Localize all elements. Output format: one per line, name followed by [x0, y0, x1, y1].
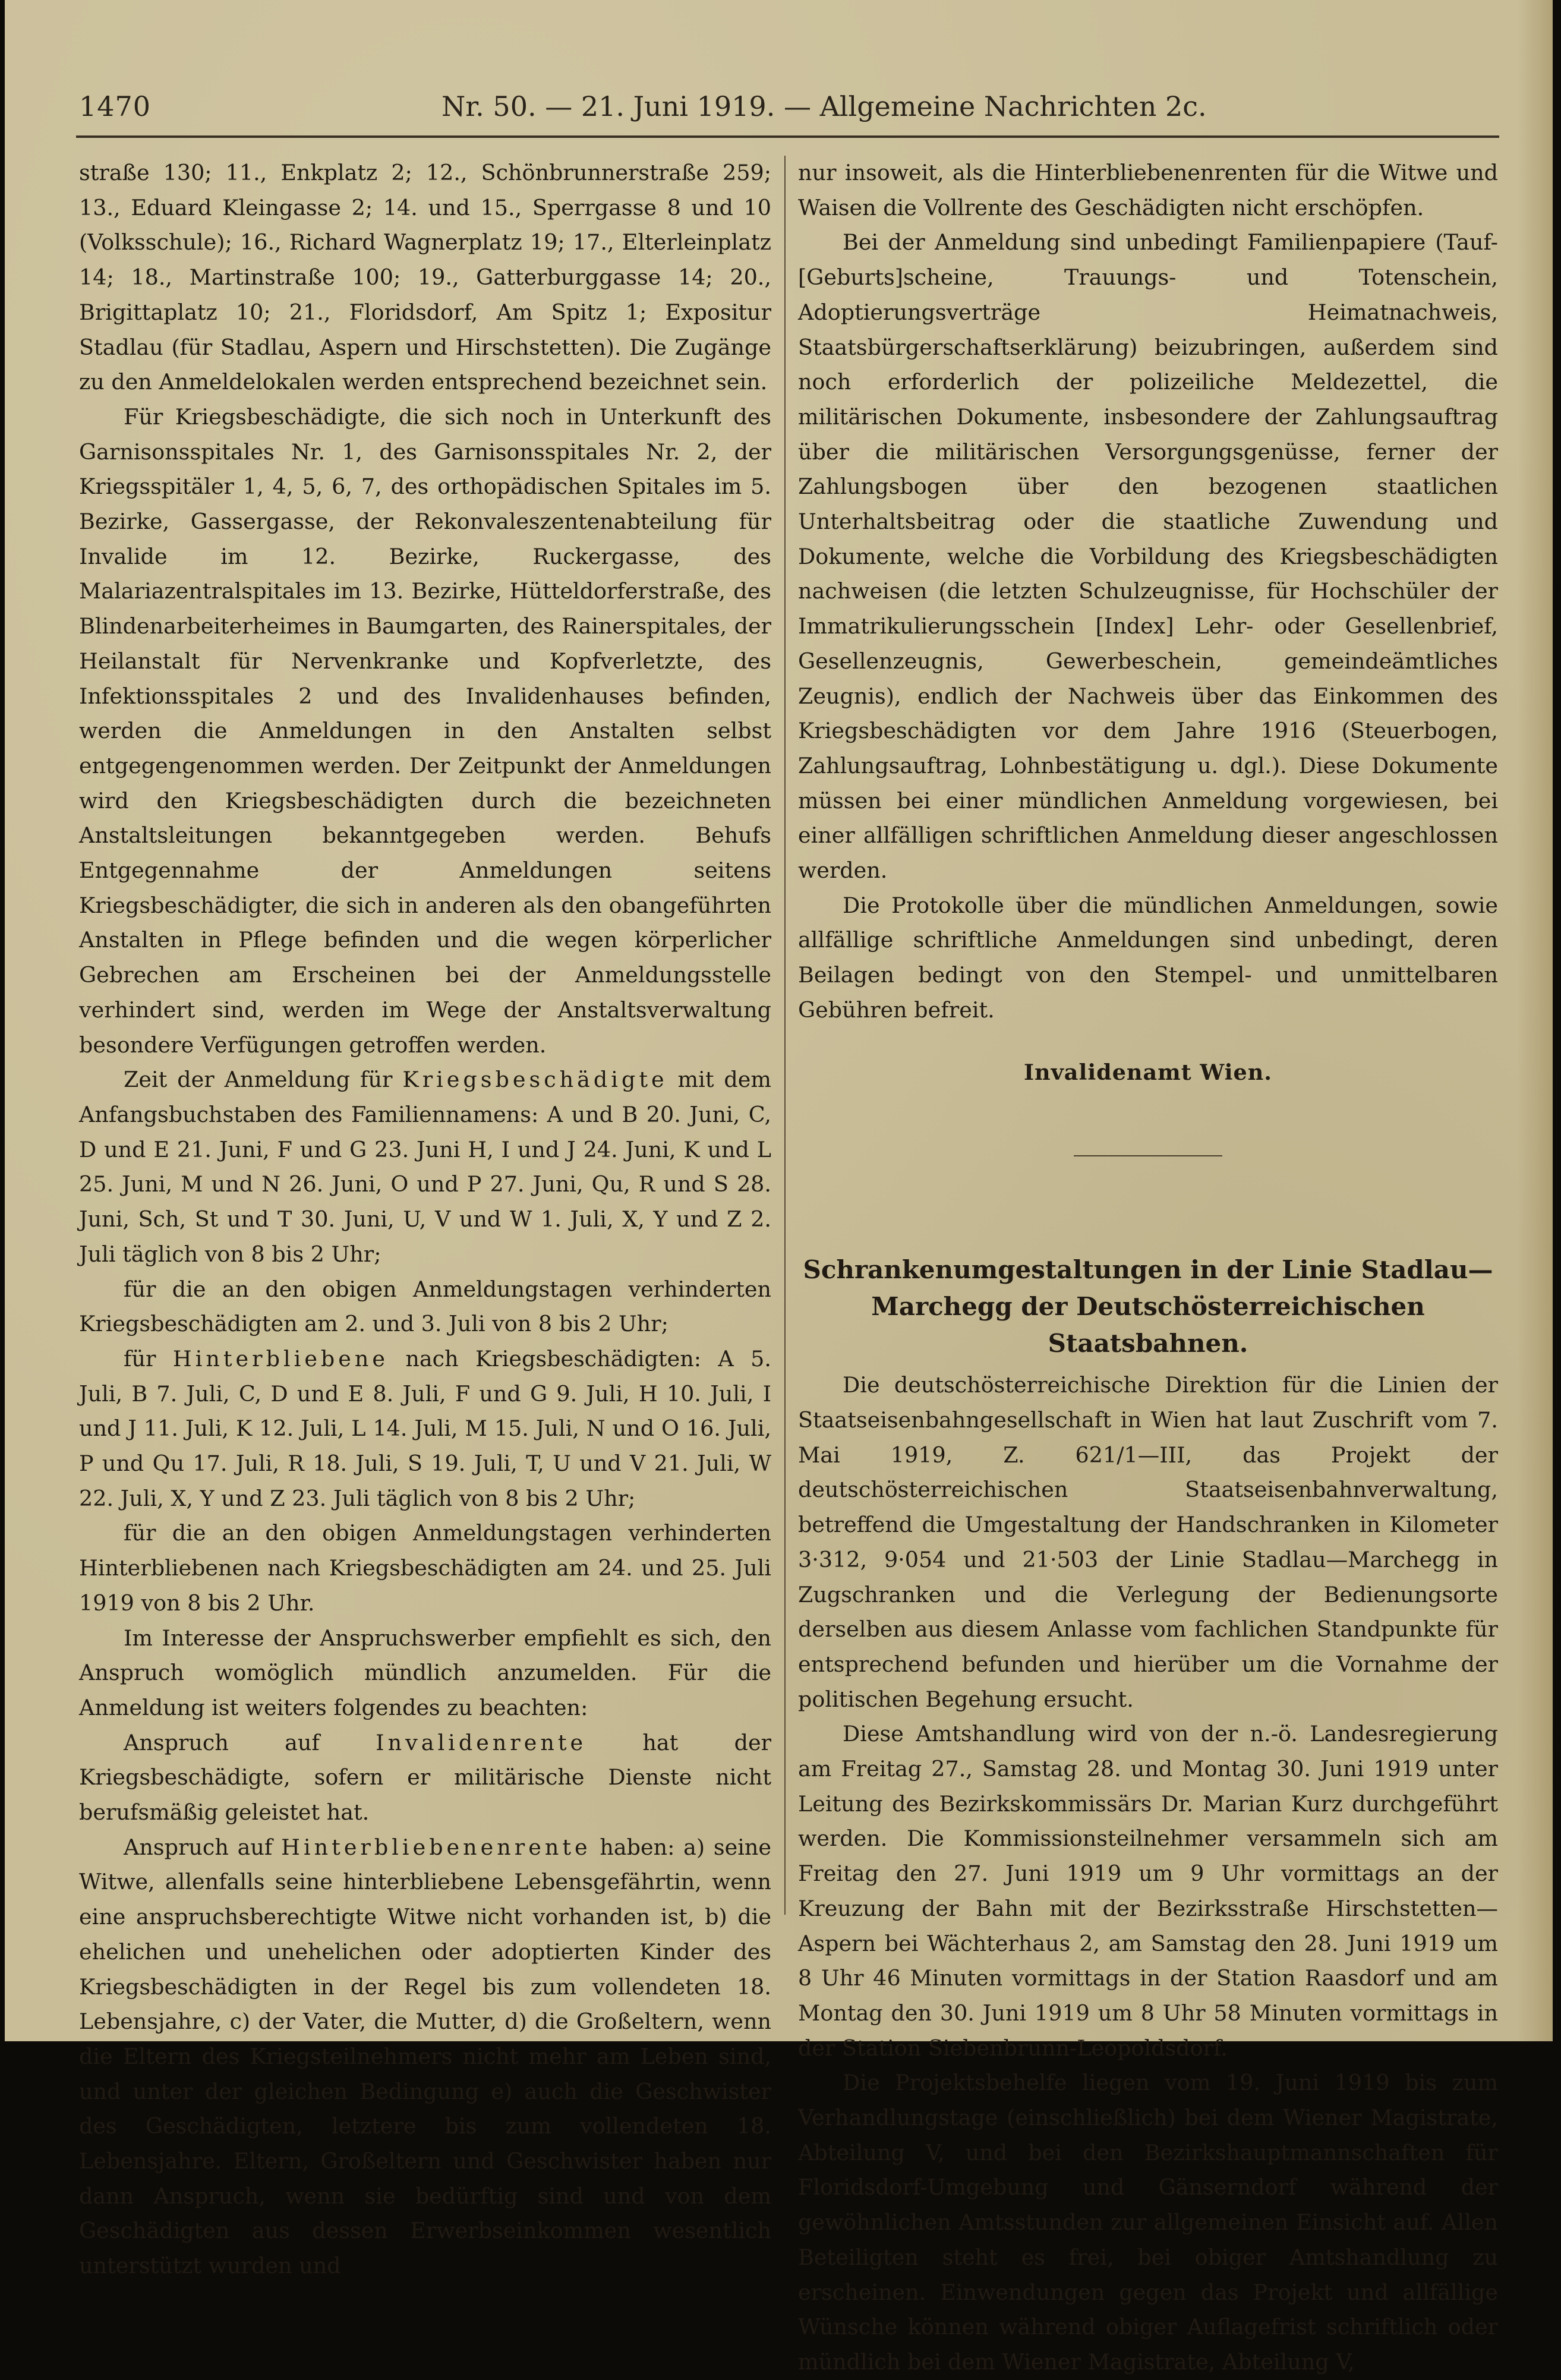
running-title: Nr. 50. — 21. Juni 1919. — Allgemeine Nachrichten 2c. — [442, 90, 1207, 122]
text-run: Anspruch auf — [124, 1729, 320, 1755]
page-edge-shadow — [1517, 0, 1553, 2041]
paragraph-anmeldelokale: straße 130; 11., Enkplatz 2; 12., Schönbrunnerstraße 259; 13., Eduard Kleingasse 2; 14. und 15., Sperrgasse 8 und 10 (Volksschule); 16., Richard Wagnerplatz 19; 17., Elterleinplatz 14; 18., Martinstraße 100; 19., Gatterburggasse 14; 20., Brigittaplatz 10; 21., Floridsdorf, Am Spitz 1; Expositur Stadlau (für Stadlau, Aspern und Hirschstetten). Die Zugänge zu den Anmeldelokalen werden entsprechend bezeichnet sein. — [79, 160, 771, 395]
emphasis-hinterbliebene: Hinterbliebene — [172, 1345, 389, 1372]
signature-invalidenamt: Invalidenamt Wien. — [1023, 1059, 1272, 1085]
emphasis-invalidenrente: Invalidenrente — [376, 1729, 587, 1755]
text-run: Zeit der Anmeldung für — [124, 1067, 393, 1093]
paragraph-hinterbliebenenrente — [79, 1830, 771, 2284]
paragraph-spitaeler: Für Kriegsbeschädigte, die sich noch in Unterkunft des Garnisonsspitales Nr. 1, des Garnisonsspitales Nr. 2, der Kriegsspitäler 1, 4, 5, 6, 7, des orthopädischen Spitales im 5. Bezirke, Gassergasse, der Rekonvaleszentenabteilung für Invalide im 12. Bezirke, Ruckergasse, des Malariazentralspitales im 13. Bezirke, Hütteldorferstraße, des Blindenarbeiterheimes in Baumgarten, des Rainerspitales, der Heilanstalt für Nervenkranke und Kopfverletzte, des Infektionsspitales 2 und des Invalidenhauses befinden, werden die Anmeldungen in den Anstalten selbst entgegengenommen werden. Der Zeitpunkt der Anmeldungen wird den Kriegsbeschädigten durch die bezeichneten Anstaltsleitungen bekanntgegeben werden. Behufs Entgegennahme der Anmeldungen seitens Kriegsbeschädigter, die sich in anderen als den obangeführten Anstalten in Pflege befinden und die wegen körperlicher Gebrechen am Erscheinen bei der Anmeldungsstelle verhindert sind, werden im Wege der Anstaltsverwaltung besondere Verfügungen getroffen werden. — [79, 404, 771, 1058]
paragraph-amtshandlung: Diese Amtshandlung wird von der n.-ö. Landesregierung am Freitag 27., Samstag 28. und Montag 30. Juni 1919 unter Leitung des Bezirkskommissärs Dr. Marian Kurz durchgeführt werden. Die Kommissionsteilnehmer versammeln sich am Freitag den 27. Juni 1919 um 9 Uhr vormittags an der Kreuzung der Bahn mit der Bezirksstraße Hirschstetten—Aspern bei Wächterhaus 2, am Samstag den 28. Juni 1919 um 8 Uhr 46 Minuten vormittags in der Station Raasdorf und am Montag den 30. Juni 1919 um 8 Uhr 58 Minuten vormittags in der Station Siebenbrunn-Leopoldsdorf. — [798, 1721, 1498, 2061]
text-run: Anspruch auf — [124, 1834, 273, 1860]
paragraph-zeit-kriegsbeschaedigte — [79, 1063, 771, 1272]
text-run: nach Kriegsbeschädigten: A 5. Juli, B 7. Juli, C, D und E 8. Juli, F und G 9. Juli, H 10. Juli, I und J 11. Juli, K 12. Juli, L 14. Juli, M 15. Juli, N und O 16. Juli, P und Qu 17. Juli, R 18. Juli, S 19. Juli, T, U und V 21. Juli, W 22. Juli, X, Y und Z 23. Juli täglich von 8 bis 2 Uhr; — [79, 1345, 771, 1511]
column-divider — [784, 156, 786, 1915]
text-run: haben: a) seine Witwe, allenfalls seine hinterbliebene Lebensgefährtin, wenn eine anspruchsberechtigte Witwe nicht vorhanden ist, b) die ehelichen und unehelichen oder adoptierten Kinder des Kriegsbeschädigten in der Regel bis zum vollendeten 18. Lebensjahre, c) der Vater, die Mutter, d) die Großeltern, wenn die Eltern des Kriegsteilnehmers nicht mehr am Leben sind, und unter der gleichen Bedingung e) auch die Geschwister des Geschädigten, letztere bis zum vollendeten 18. Lebensjahre. Eltern, Großeltern und Geschwister haben nur dann Anspruch, wenn sie bedürftig sind und von dem Geschädigten aus dessen Erwerbseinkommen wesentlich unterstützt wurden und — [79, 1834, 772, 2279]
paragraph-protokolle: Die Protokolle über die mündlichen Anmeldungen, sowie allfällige schriftliche Anmeldungen sind unbedingt, deren Beilagen bedingt von den Stempel- und unmittelbaren Gebühren befreit. — [798, 892, 1498, 1023]
paragraph-interesse: Im Interesse der Anspruchswerber empfiehlt es sich, den Anspruch womöglich mündlich anzumelden. Für die Anmeldung ist weiters folgendes zu beachten: — [79, 1625, 771, 1720]
paragraph-invalidenrente — [79, 1726, 771, 1830]
section-title — [798, 1252, 1498, 1362]
paragraph-direktion: Die deutschösterreichische Direktion für die Linien der Staatseisenbahngesellschaft in Wien hat laut Zuschrift vom 7. Mai 1919, Z. 621/1—III, das Projekt der deutschösterreichischen Staatseisenbahnverwaltung, betreffend die Umgestaltung der Handschranken in Kilometer 3·312, 9·054 und 21·503 der Linie Stadlau—Marchegg in Zugschranken und die Verlegung der Bedienungsorte derselben aus diesem Anlasse vom fachlichen Standpunkte für entsprechend befunden und hierüber um die Vornahme der politischen Begehung ersucht. — [798, 1372, 1498, 1712]
paragraph-projektsbehelfe: Die Projektsbehelfe liegen vom 19. Juni 1919 bis zum Verhandlungstage (einschließlich) bei dem Wiener Magistrate, Abteilung V, und bei den Bezirkshauptmannschaften für Floridsdorf-Umgebung und Gänserndorf während der gewöhnlichen Amtsstunden zur allgemeinen Einsicht auf. Allen Beteiligten steht es frei, bei obiger Amtshandlung zu erscheinen. Einwendungen gegen das Projekt und allfällige Wünsche können während obiger Auflagefrist schriftlich oder mündlich bei dem Wiener Magistrate, Abteilung V, — [798, 2070, 1498, 2375]
right-column — [798, 156, 1498, 2375]
text-run: für — [124, 1345, 156, 1372]
paragraph-vollrente: nur insoweit, als die Hinterbliebenenrenten für die Witwe und Waisen die Vollrente des Geschädigten nicht erschöpfen. — [798, 160, 1498, 220]
text-run: hat der Kriegsbeschädigte, sofern er militärische Dienste nicht berufsmäßig geleistet hat. — [79, 1729, 771, 1826]
newspaper-page — [5, 0, 1553, 2375]
page-header — [5, 0, 1553, 155]
emphasis-hinterbliebenenrente: Hinterbliebenenrente — [281, 1834, 591, 1860]
paragraph-verhinderte-hinterbliebene: für die an den obigen Anmeldungstagen verhinderten Hinterbliebenen nach Kriegsbeschädigten am 24. und 25. Juli 1919 von 8 bis 2 Uhr. — [79, 1520, 771, 1616]
page-number: 1470 — [79, 90, 152, 122]
section-title-line-1: Schrankenumgestaltungen in der Linie Stadlau— — [803, 1255, 1493, 1285]
paragraph-verhinderte-kriegsbeschaedigte: für die an den obigen Anmeldungstagen verhinderten Kriegsbeschädigten am 2. und 3. Juli von 8 bis 2 Uhr; — [79, 1276, 771, 1337]
emphasis-kriegsbeschaedigte: Kriegsbeschädigte — [402, 1067, 668, 1093]
text-run: mit dem Anfangsbuchstaben des Familiennamens: A und B 20. Juni, C, D und E 21. Juni, F und G 23. Juni H, I und J 24. Juni, K und L 25. Juni, M und N 26. Juni, O und P 27. Juni, Qu, R und S 28. Juni, Sch, St und T 30. Juni, U, V und W 1. Juli, X, Y und Z 2. Juli täglich von 8 bis 2 Uhr; — [79, 1067, 771, 1267]
section-separator — [1074, 1155, 1222, 1156]
header-rule — [76, 135, 1499, 138]
section-title-line-2: Marchegg der Deutschösterreichischen Staatsbahnen. — [871, 1292, 1425, 1358]
paragraph-hinterbliebene — [79, 1342, 771, 1517]
paragraph-familienpapiere: Bei der Anmeldung sind unbedingt Familienpapiere (Tauf-[Geburts]scheine, Trauungs- und Totenschein, Adoptierungsverträge Heimatnachweis, Staatsbürgerschaftserklärung) beizubringen, außerdem sind noch erforderlich der polizeiliche Meldezettel, die militärischen Dokumente, insbesondere der Zahlungsauftrag über die militärischen Versorgungsgenüsse, ferner der Zahlungsbogen über den bezogenen staatlichen Unterhaltsbeitrag oder die staatliche Zuwendung und Dokumente, welche die Vorbildung des Kriegsbeschädigten nachweisen (die letzten Schulzeugnisse, für Hochschüler der Immatrikulierungsschein [Index] Lehr- oder Gesellenbrief, Gesellenzeugnis, Gewerbeschein, gemeindeämtliches Zeugnis), endlich der Nachweis über das Einkommen des Kriegsbeschädigten vor dem Jahre 1916 (Steuerbogen, Zahlungsauftrag, Lohnbestätigung u. dgl.). Diese Dokumente müssen bei einer mündlichen Anmeldung vorgewiesen, bei einer allfälligen schriftlichen Anmeldung dieser angeschlossen werden. — [798, 229, 1498, 884]
left-column — [79, 156, 772, 2279]
